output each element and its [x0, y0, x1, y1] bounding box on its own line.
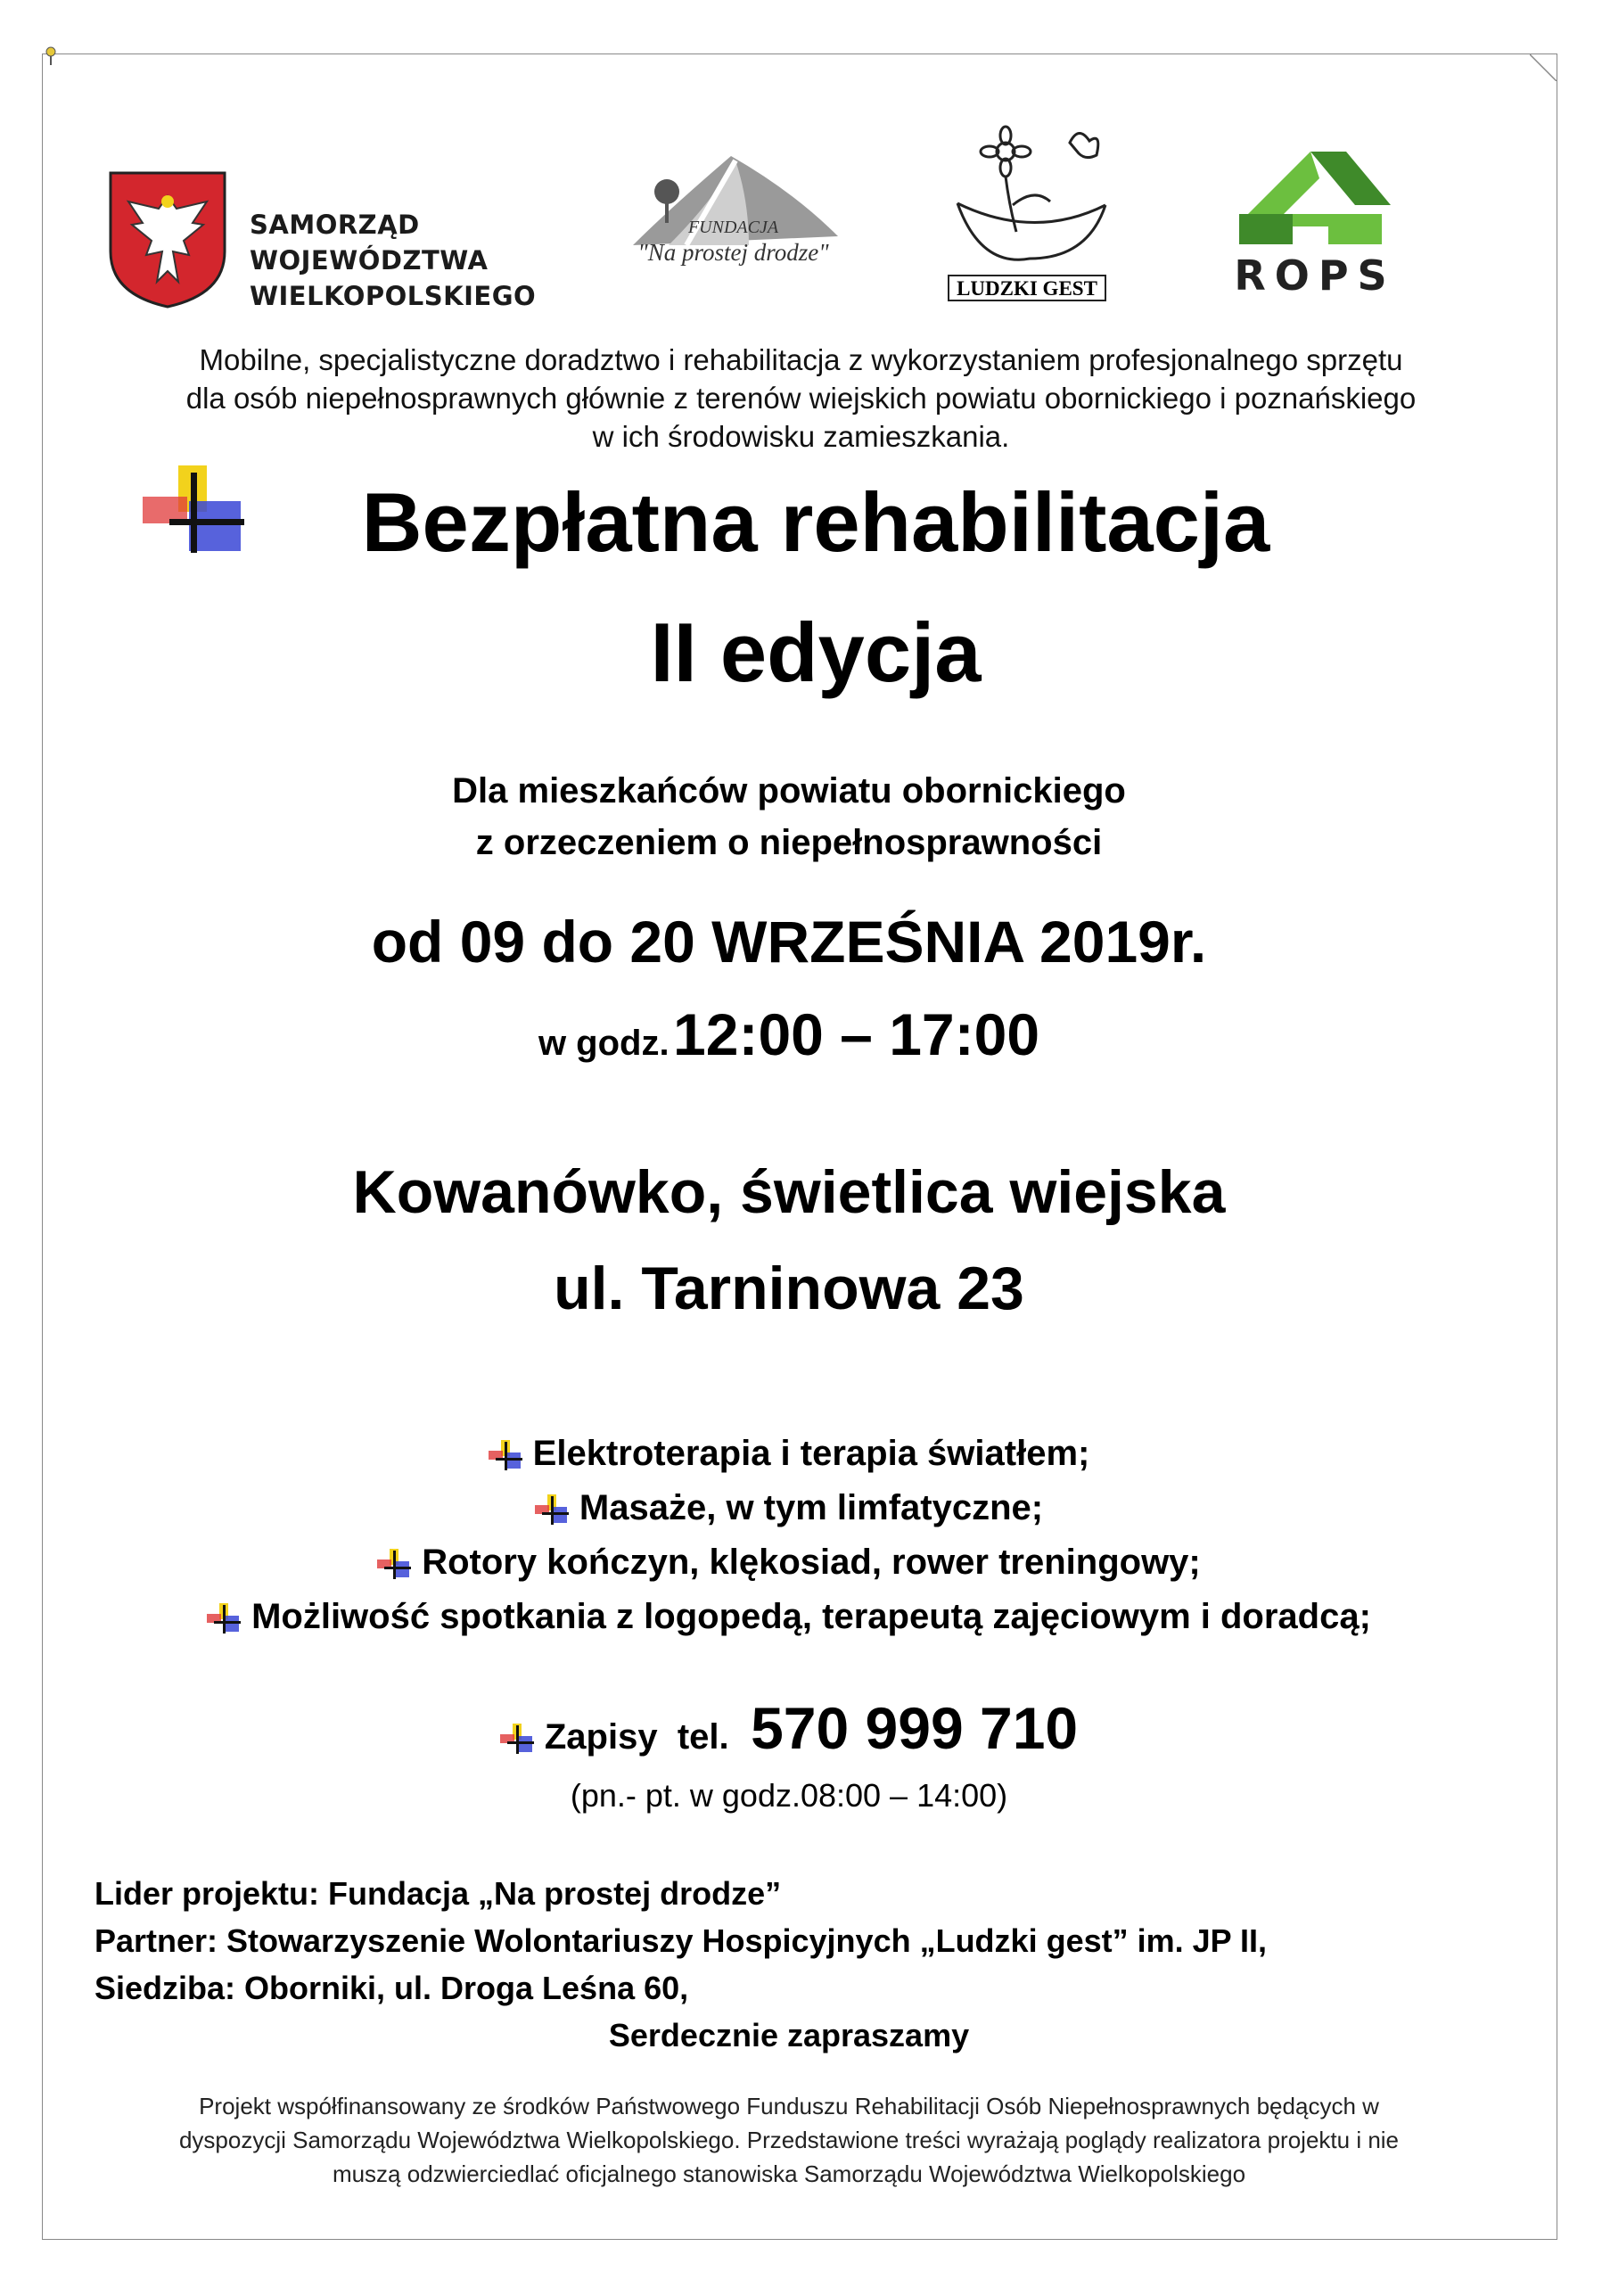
- ludzki-gest-logo: [945, 125, 1114, 308]
- location: [0, 1144, 1578, 1337]
- location-line: Kowanówko, świetlica wiejska: [352, 1158, 1226, 1226]
- date-range: od 09 do 20 WRZEŚNIA 2019r.: [371, 909, 1207, 975]
- hours-value: 12:00 – 17:00: [673, 1001, 1040, 1067]
- bullet-icon: [377, 1549, 411, 1579]
- project-partner: Partner: Stowarzyszenie Wolontariuszy Hospicyjnych „Ludzki gest” im. JP II,: [94, 1922, 1268, 1959]
- fundacja-logo-text: FUNDACJA "Na prostej drodze": [637, 218, 829, 266]
- signup-hours: (pn.- pt. w godz.08:00 – 14:00): [570, 1777, 1008, 1814]
- list-item: Masaże, w tym limfatyczne;: [0, 1481, 1578, 1535]
- phone-number: 570 999 710: [751, 1695, 1079, 1761]
- location-line: ul. Tarninowa 23: [554, 1255, 1024, 1322]
- intro-line: w ich środowisku zamieszkania.: [592, 420, 1010, 453]
- audience-text: Dla mieszkańców powiatu obornickiego z orzeczeniem o niepełnosprawności: [452, 771, 1126, 862]
- signup-line: [0, 1694, 1578, 1762]
- hours-line: [0, 1000, 1578, 1068]
- services-list: [0, 1427, 1578, 1644]
- project-leader: Lider projektu: Fundacja „Na prostej drodze”: [94, 1875, 782, 1912]
- flower-pot-icon: [945, 125, 1114, 272]
- title-bullet-icon: [143, 465, 245, 555]
- page-title: Bezpłatna rehabilitacja: [361, 475, 1270, 569]
- hours-prefix: w godz.: [538, 1024, 670, 1063]
- rops-logo: [1226, 152, 1413, 308]
- bullet-icon: [207, 1603, 241, 1634]
- bullet-icon: [500, 1724, 534, 1754]
- bullet-icon: [489, 1440, 522, 1470]
- intro-text: [0, 341, 1602, 456]
- ludzki-gest-label: LUDZKI GEST: [948, 275, 1106, 301]
- rops-label: ROPS: [1234, 251, 1396, 300]
- rops-emblem-icon: [1230, 152, 1409, 250]
- invitation: Serdecznie zapraszamy: [608, 2017, 970, 2053]
- samorzad-logo: [107, 169, 562, 312]
- samorzad-logo-text: SAMORZĄD WOJEWÓDZTWA WIELKOPOLSKIEGO: [250, 210, 537, 311]
- project-seat: Siedziba: Oborniki, ul. Droga Leśna 60,: [94, 1970, 689, 2006]
- signup-label: Zapisy tel.: [544, 1717, 729, 1757]
- eagle-crest-icon: [107, 169, 228, 310]
- funding-note: Projekt współfinansowany ze środków Państwowego Funduszu Rehabilitacji Osób Niepełnosprawnych będących w dyspozycji Samorządu Województwa Wielkopolskiego. Przedstawione treści wyrażają poglądy realizatora projektu i nie muszą odzwierciedlać oficjalnego stanowiska Samorządu Województwa Wielkopolskiego: [178, 2093, 1400, 2187]
- edition-title: II edycja: [650, 605, 982, 699]
- bullet-icon: [535, 1494, 569, 1525]
- list-item: Możliwość spotkania z logopedą, terapeutą zajęciowym i doradcą;: [0, 1590, 1578, 1644]
- intro-line: Mobilne, specjalistyczne doradztwo i rehabilitacja z wykorzystaniem profesjonalnego sprzętu: [199, 343, 1403, 376]
- list-item: Elektroterapia i terapia światłem;: [0, 1427, 1578, 1481]
- list-item: Rotory kończyn, klękosiad, rower treningowy;: [0, 1535, 1578, 1590]
- pin-icon: [45, 46, 57, 66]
- intro-line: dla osób niepełnosprawnych głównie z terenów wiejskich powiatu obornickiego i poznańskiego: [185, 382, 1417, 415]
- page-fold-icon: [1530, 54, 1557, 81]
- fundacja-logo: [615, 138, 851, 272]
